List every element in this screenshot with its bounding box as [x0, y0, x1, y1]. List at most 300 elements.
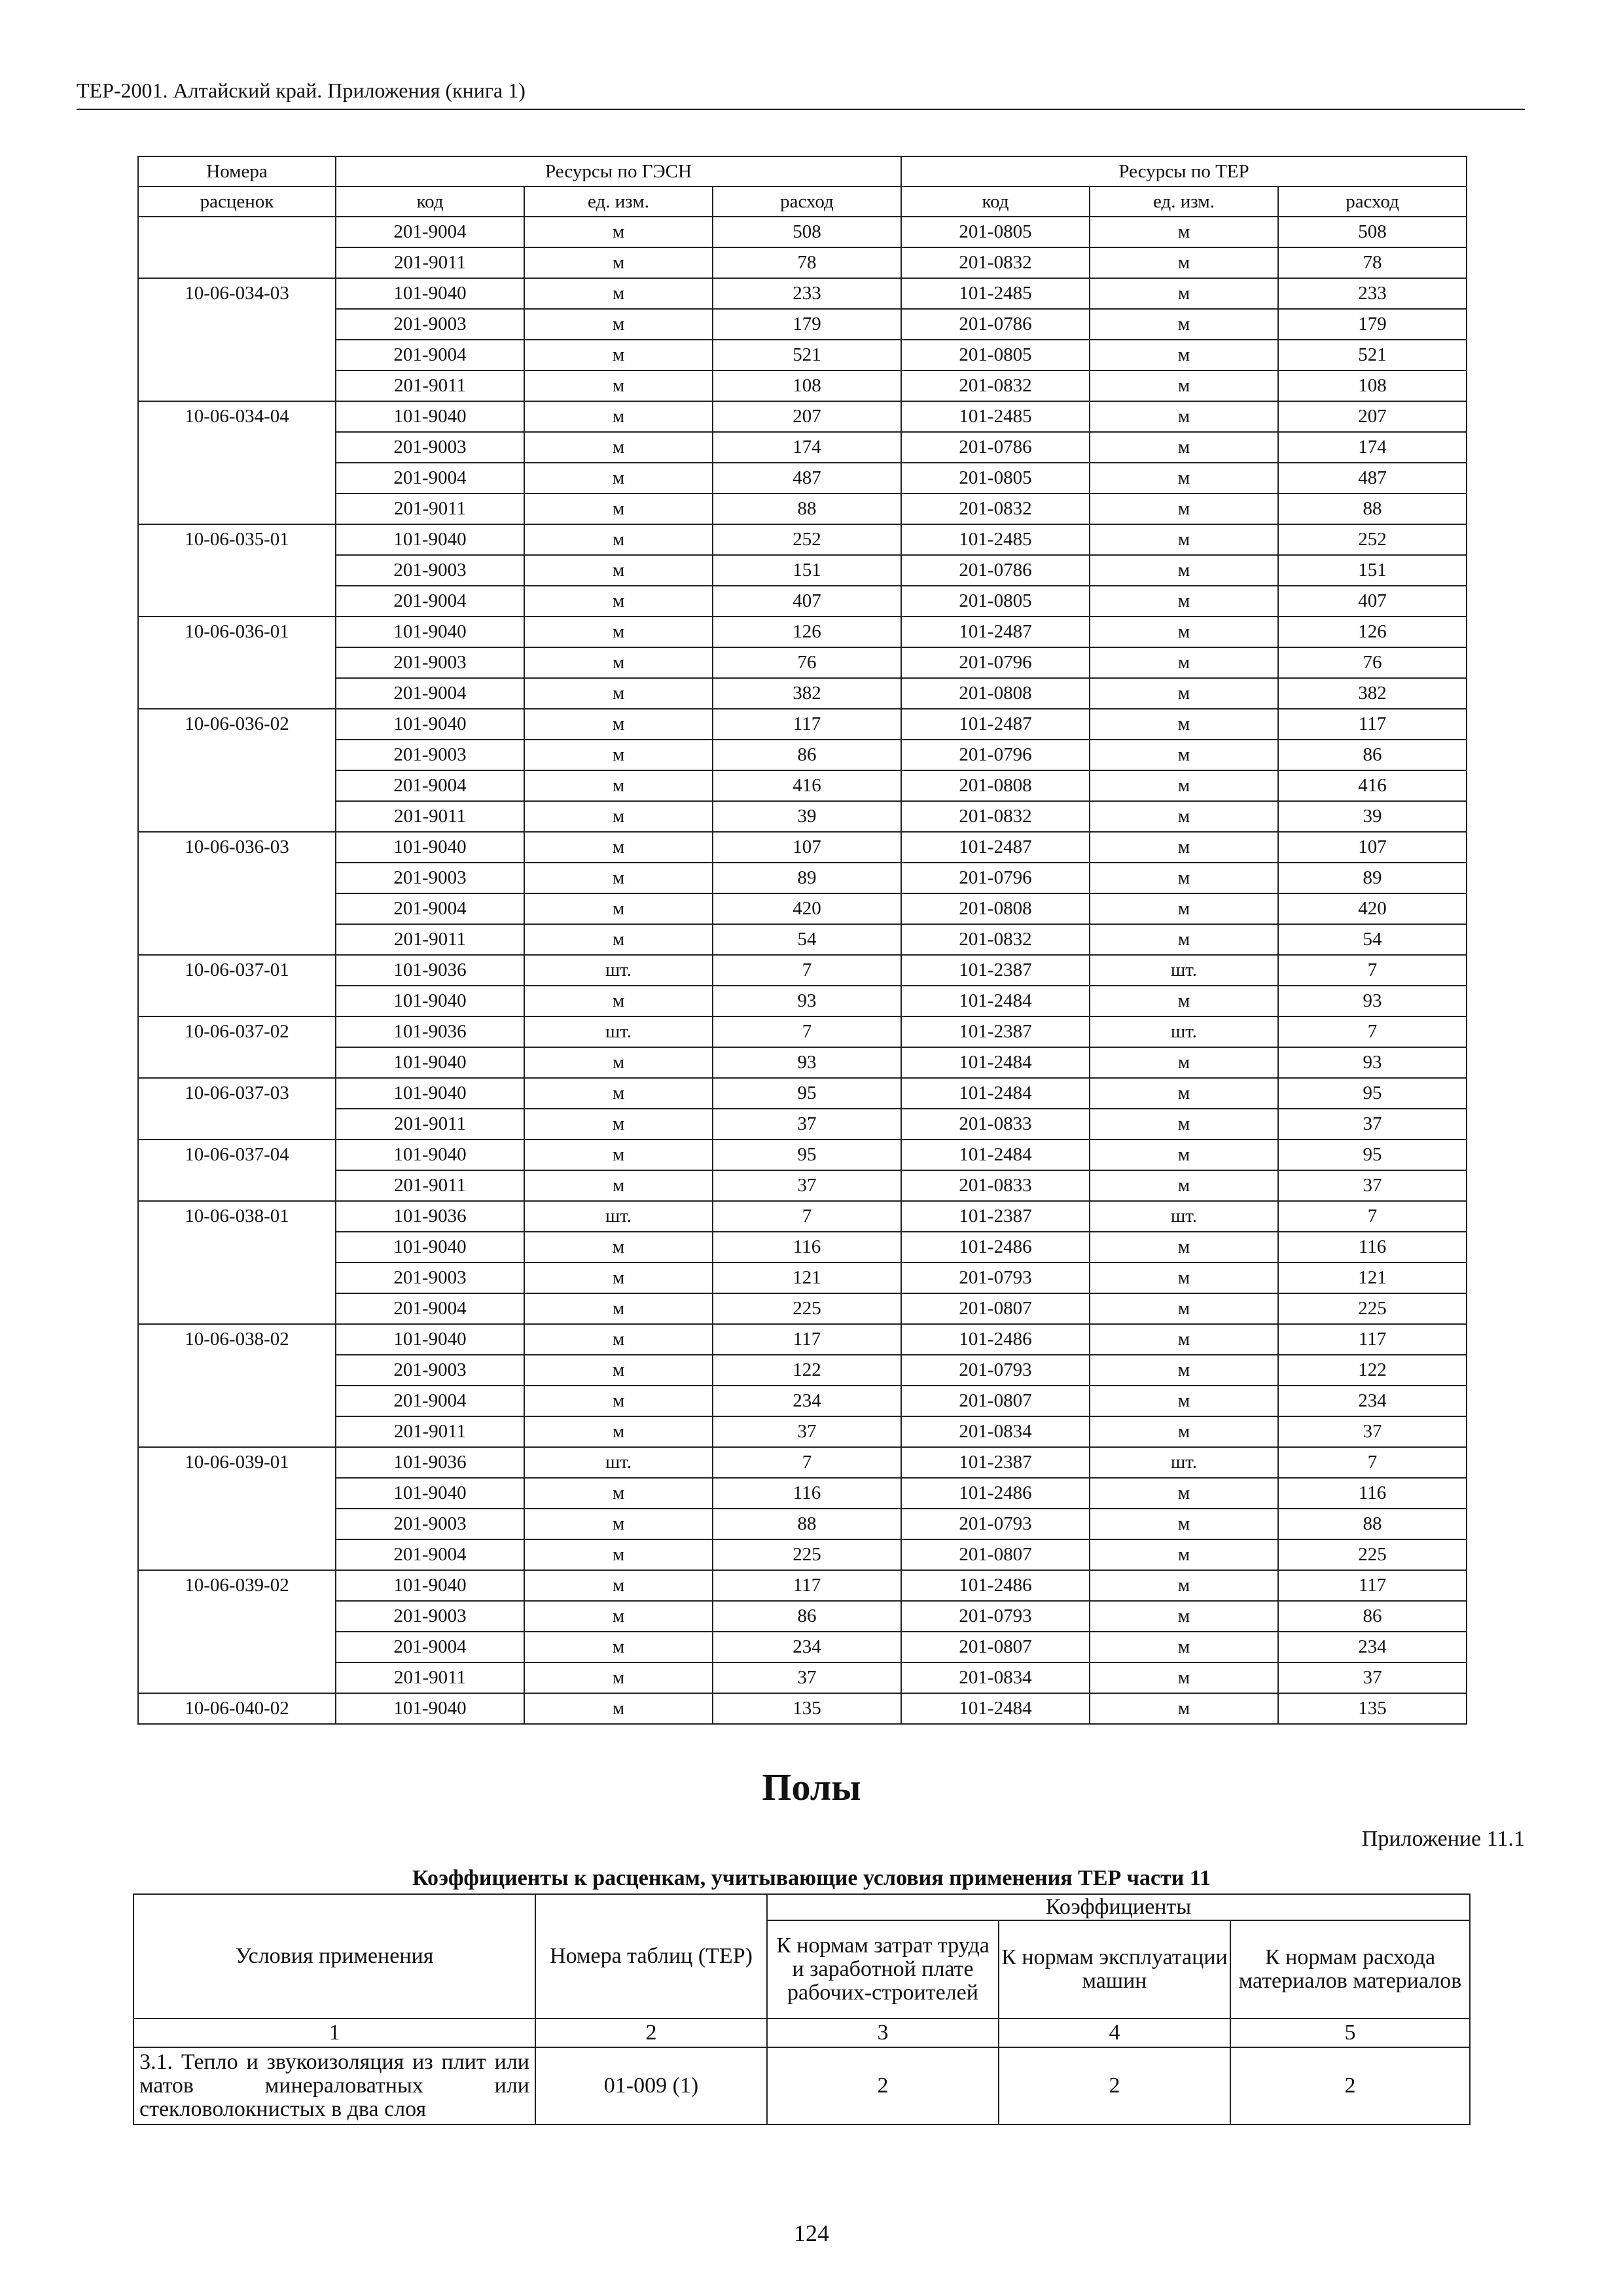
gesn-code-cell: 101-9040: [336, 1078, 524, 1109]
ter-code-cell: 201-0805: [901, 217, 1090, 247]
gesn-code-cell: 101-9040: [336, 1693, 524, 1724]
ter-unit-cell: м: [1090, 986, 1278, 1016]
ter-unit-header: ед. изм.: [1090, 187, 1278, 217]
ter-unit-cell: м: [1090, 1539, 1278, 1570]
table-row: [138, 1386, 1467, 1416]
ter-amount-cell: 39: [1278, 801, 1467, 832]
table-row: [138, 401, 1467, 432]
ter-code-cell: 201-0807: [901, 1293, 1090, 1324]
ter-code-cell: 201-0832: [901, 924, 1090, 955]
ter-amount-cell: 76: [1278, 647, 1467, 678]
ter-unit-cell: м: [1090, 832, 1278, 863]
gesn-amount-cell: 233: [713, 278, 901, 309]
ter-amount-cell: 37: [1278, 1170, 1467, 1201]
ter-unit-cell: м: [1090, 1109, 1278, 1139]
gesn-unit-cell: м: [524, 770, 713, 801]
gesn-amount-cell: 76: [713, 647, 901, 678]
ter-amount-cell: 93: [1278, 1047, 1467, 1078]
ter-code-cell: 201-0786: [901, 555, 1090, 586]
ter-unit-cell: м: [1090, 493, 1278, 524]
gesn-unit-cell: м: [524, 617, 713, 647]
rate-number-cell: 10-06-034-04: [138, 401, 336, 524]
ter-unit-cell: м: [1090, 647, 1278, 678]
ter-amount-cell: 37: [1278, 1416, 1467, 1447]
ter-unit-cell: шт.: [1090, 955, 1278, 986]
ter-code-cell: 201-0834: [901, 1662, 1090, 1693]
gesn-unit-cell: м: [524, 493, 713, 524]
table-row: [138, 1509, 1467, 1539]
table-row: [138, 986, 1467, 1016]
ter-amount-cell: 95: [1278, 1139, 1467, 1170]
gesn-unit-cell: м: [524, 1416, 713, 1447]
ter-amount-cell: 89: [1278, 863, 1467, 893]
ter-unit-cell: м: [1090, 924, 1278, 955]
table-row: [138, 370, 1467, 401]
table-row: [138, 278, 1467, 309]
col-number-header-line2: расценок: [138, 187, 336, 217]
gesn-unit-header: ед. изм.: [524, 187, 713, 217]
table-row: [138, 432, 1467, 463]
table-row: [138, 586, 1467, 617]
gesn-unit-cell: шт.: [524, 1016, 713, 1047]
condition-cell: 3.1. Тепло и звукоизоляция из плит или матов минераловатных или стекловолокнистых в два слоя: [134, 2047, 535, 2125]
table-row: [138, 1263, 1467, 1293]
resource-table: [137, 156, 1467, 1725]
ter-code-cell: 101-2484: [901, 1693, 1090, 1724]
gesn-code-cell: 201-9004: [336, 893, 524, 924]
gesn-amount-cell: 89: [713, 863, 901, 893]
ter-code-cell: 201-0805: [901, 340, 1090, 370]
gesn-unit-cell: м: [524, 678, 713, 709]
gesn-amount-cell: 508: [713, 217, 901, 247]
table-row: [138, 770, 1467, 801]
table-row: [138, 740, 1467, 770]
ter-unit-cell: м: [1090, 217, 1278, 247]
ter-unit-cell: м: [1090, 863, 1278, 893]
ter-code-cell: 201-0793: [901, 1263, 1090, 1293]
gesn-code-cell: 201-9003: [336, 432, 524, 463]
gesn-amount-cell: 420: [713, 893, 901, 924]
ter-code-cell: 201-0796: [901, 647, 1090, 678]
gesn-code-cell: 201-9004: [336, 678, 524, 709]
ter-code-cell: 201-0796: [901, 863, 1090, 893]
coefficients-table: [133, 1893, 1471, 2125]
ter-amount-cell: 116: [1278, 1478, 1467, 1509]
table-row: [138, 1570, 1467, 1601]
ter-amount-cell: 207: [1278, 401, 1467, 432]
ter-code-cell: 101-2484: [901, 1047, 1090, 1078]
gesn-amount-cell: 37: [713, 1170, 901, 1201]
gesn-amount-cell: 95: [713, 1139, 901, 1170]
gesn-code-cell: 101-9040: [336, 1232, 524, 1263]
table-row: [138, 1355, 1467, 1386]
ter-unit-cell: шт.: [1090, 1447, 1278, 1478]
gesn-unit-cell: м: [524, 524, 713, 555]
machines-coef-cell: 2: [999, 2047, 1230, 2125]
gesn-unit-cell: шт.: [524, 1447, 713, 1478]
ter-amount-cell: 121: [1278, 1263, 1467, 1293]
ter-code-cell: 201-0793: [901, 1355, 1090, 1386]
gesn-code-cell: 201-9003: [336, 647, 524, 678]
gesn-unit-cell: м: [524, 1601, 713, 1632]
ter-code-cell: 201-0805: [901, 586, 1090, 617]
table-row: [138, 247, 1467, 278]
ter-amount-cell: 54: [1278, 924, 1467, 955]
gesn-amount-cell: 88: [713, 493, 901, 524]
ter-unit-cell: м: [1090, 678, 1278, 709]
gesn-code-cell: 201-9003: [336, 555, 524, 586]
ter-code-cell: 201-0807: [901, 1539, 1090, 1570]
ter-amount-cell: 487: [1278, 463, 1467, 493]
rate-number-cell: 10-06-037-03: [138, 1078, 336, 1139]
gesn-code-cell: 201-9011: [336, 1416, 524, 1447]
ter-code-cell: 201-0834: [901, 1416, 1090, 1447]
gesn-code-cell: 201-9011: [336, 1170, 524, 1201]
table-row: [138, 524, 1467, 555]
tables-header: Номера таблиц (ТЕР): [535, 1894, 767, 2018]
ter-unit-cell: м: [1090, 247, 1278, 278]
ter-amount-header: расход: [1278, 187, 1467, 217]
ter-unit-cell: м: [1090, 1232, 1278, 1263]
ter-code-cell: 101-2387: [901, 1447, 1090, 1478]
gesn-code-cell: 201-9004: [336, 1632, 524, 1662]
table-row: [138, 1109, 1467, 1139]
ter-code-cell: 101-2486: [901, 1570, 1090, 1601]
gesn-code-cell: 201-9011: [336, 247, 524, 278]
gesn-unit-cell: м: [524, 1109, 713, 1139]
ter-code-cell: 101-2387: [901, 1201, 1090, 1232]
materials-coef-cell: 2: [1230, 2047, 1470, 2125]
gesn-code-cell: 201-9011: [336, 801, 524, 832]
ter-unit-cell: м: [1090, 340, 1278, 370]
gesn-amount-cell: 382: [713, 678, 901, 709]
rate-number-cell: 10-06-035-01: [138, 524, 336, 617]
gesn-unit-cell: м: [524, 832, 713, 863]
column-number: 3: [767, 2018, 999, 2047]
ter-amount-cell: 37: [1278, 1662, 1467, 1693]
table-row: [138, 924, 1467, 955]
ter-unit-cell: м: [1090, 1078, 1278, 1109]
table-row: [138, 340, 1467, 370]
ter-code-cell: 101-2484: [901, 1139, 1090, 1170]
gesn-amount-cell: 234: [713, 1386, 901, 1416]
ter-amount-cell: 78: [1278, 247, 1467, 278]
gesn-code-cell: 201-9004: [336, 1293, 524, 1324]
column-number: 1: [134, 2018, 535, 2047]
gesn-amount-cell: 521: [713, 340, 901, 370]
table-row: [138, 1016, 1467, 1047]
table-row: [138, 1047, 1467, 1078]
ter-code-cell: 201-0832: [901, 370, 1090, 401]
table-row: [138, 1539, 1467, 1570]
ter-unit-cell: шт.: [1090, 1201, 1278, 1232]
rate-number-cell: 10-06-034-03: [138, 278, 336, 401]
gesn-code-cell: 101-9036: [336, 1201, 524, 1232]
column-number: 5: [1230, 2018, 1470, 2047]
ter-code-cell: 101-2387: [901, 955, 1090, 986]
ter-amount-cell: 86: [1278, 740, 1467, 770]
gesn-amount-cell: 117: [713, 1324, 901, 1355]
gesn-amount-cell: 39: [713, 801, 901, 832]
gesn-amount-cell: 7: [713, 955, 901, 986]
labor-coef-cell: 2: [767, 2047, 999, 2125]
ter-code-cell: 201-0832: [901, 247, 1090, 278]
ter-unit-cell: м: [1090, 1632, 1278, 1662]
gesn-unit-cell: м: [524, 432, 713, 463]
ter-amount-cell: 117: [1278, 1570, 1467, 1601]
gesn-code-cell: 201-9011: [336, 370, 524, 401]
ter-unit-cell: м: [1090, 1693, 1278, 1724]
ter-code-cell: 201-0808: [901, 678, 1090, 709]
ter-code-cell: 101-2387: [901, 1016, 1090, 1047]
ter-unit-cell: м: [1090, 586, 1278, 617]
ter-unit-cell: м: [1090, 1170, 1278, 1201]
gesn-amount-cell: 116: [713, 1478, 901, 1509]
table-row: [138, 1293, 1467, 1324]
gesn-amount-cell: 7: [713, 1016, 901, 1047]
gesn-amount-cell: 116: [713, 1232, 901, 1263]
ter-code-cell: 201-0793: [901, 1601, 1090, 1632]
ter-code-cell: 201-0833: [901, 1109, 1090, 1139]
table-row: [138, 1078, 1467, 1109]
gesn-unit-cell: шт.: [524, 955, 713, 986]
ter-unit-cell: м: [1090, 1355, 1278, 1386]
ter-code-cell: 201-0805: [901, 463, 1090, 493]
gesn-code-cell: 101-9036: [336, 955, 524, 986]
table-row: [138, 955, 1467, 986]
gesn-code-cell: 201-9004: [336, 1386, 524, 1416]
group-gesn-header: Ресурсы по ГЭСН: [336, 156, 901, 187]
gesn-amount-cell: 151: [713, 555, 901, 586]
rate-number-cell: 10-06-036-03: [138, 832, 336, 955]
rate-number-cell: 10-06-036-01: [138, 617, 336, 709]
ter-amount-cell: 7: [1278, 1201, 1467, 1232]
ter-amount-cell: 117: [1278, 1324, 1467, 1355]
gesn-code-cell: 101-9040: [336, 986, 524, 1016]
machines-coef-header: К нормам эксплуатации машин: [999, 1920, 1230, 2018]
gesn-unit-cell: м: [524, 863, 713, 893]
table-row: [138, 217, 1467, 247]
table-row: [138, 1693, 1467, 1724]
ter-unit-cell: м: [1090, 432, 1278, 463]
ter-amount-cell: 252: [1278, 524, 1467, 555]
ter-unit-cell: м: [1090, 278, 1278, 309]
ter-code-cell: 101-2484: [901, 1078, 1090, 1109]
gesn-unit-cell: м: [524, 1324, 713, 1355]
ter-unit-cell: м: [1090, 1662, 1278, 1693]
gesn-code-cell: 201-9004: [336, 340, 524, 370]
ter-unit-cell: м: [1090, 740, 1278, 770]
table-row: [138, 493, 1467, 524]
col-number-header: Номера: [138, 156, 336, 187]
gesn-code-cell: 101-9040: [336, 1139, 524, 1170]
ter-code-cell: 101-2485: [901, 278, 1090, 309]
ter-amount-cell: 135: [1278, 1693, 1467, 1724]
gesn-amount-cell: 107: [713, 832, 901, 863]
resource-table-body: [138, 217, 1467, 1724]
table-row: [138, 801, 1467, 832]
gesn-unit-cell: м: [524, 1693, 713, 1724]
materials-coef-header: К нормам расхода материалов материалов: [1230, 1920, 1470, 2018]
gesn-code-cell: 201-9004: [336, 586, 524, 617]
gesn-unit-cell: м: [524, 1170, 713, 1201]
gesn-amount-cell: 225: [713, 1293, 901, 1324]
gesn-amount-cell: 135: [713, 1693, 901, 1724]
ter-amount-cell: 117: [1278, 709, 1467, 740]
rate-number-cell: [138, 217, 336, 278]
ter-amount-cell: 7: [1278, 1447, 1467, 1478]
labor-coef-header: К нормам затрат труда и заработной плате рабочих-строителей: [767, 1920, 999, 2018]
gesn-unit-cell: м: [524, 1662, 713, 1693]
gesn-code-cell: 101-9040: [336, 1324, 524, 1355]
ter-unit-cell: м: [1090, 801, 1278, 832]
gesn-amount-cell: 122: [713, 1355, 901, 1386]
gesn-code-cell: 201-9003: [336, 1509, 524, 1539]
appendix-label: Приложение 11.1: [1361, 1827, 1525, 1851]
ter-amount-cell: 93: [1278, 986, 1467, 1016]
gesn-amount-cell: 54: [713, 924, 901, 955]
ter-amount-cell: 88: [1278, 493, 1467, 524]
ter-amount-cell: 508: [1278, 217, 1467, 247]
table-row: [138, 1170, 1467, 1201]
rate-number-cell: 10-06-038-02: [138, 1324, 336, 1447]
gesn-code-cell: 201-9004: [336, 217, 524, 247]
ter-unit-cell: м: [1090, 1478, 1278, 1509]
table-row: [138, 1201, 1467, 1232]
gesn-amount-cell: 95: [713, 1078, 901, 1109]
ter-amount-cell: 7: [1278, 1016, 1467, 1047]
gesn-amount-cell: 93: [713, 1047, 901, 1078]
ter-unit-cell: м: [1090, 1601, 1278, 1632]
gesn-unit-cell: м: [524, 893, 713, 924]
tables-cell: 01-009 (1): [535, 2047, 767, 2125]
gesn-code-cell: 101-9040: [336, 832, 524, 863]
gesn-code-cell: 101-9040: [336, 1478, 524, 1509]
ter-amount-cell: 151: [1278, 555, 1467, 586]
gesn-code-cell: 201-9003: [336, 309, 524, 340]
coefficients-title: Коэффициенты к расценкам, учитывающие условия применения ТЕР части 11: [412, 1866, 1211, 1890]
table-row: [138, 617, 1467, 647]
ter-code-cell: 101-2487: [901, 832, 1090, 863]
table-row: [138, 832, 1467, 863]
rate-number-cell: 10-06-036-02: [138, 709, 336, 832]
ter-amount-cell: 86: [1278, 1601, 1467, 1632]
gesn-unit-cell: м: [524, 986, 713, 1016]
gesn-unit-cell: м: [524, 278, 713, 309]
gesn-amount-cell: 416: [713, 770, 901, 801]
ter-code-cell: 201-0807: [901, 1386, 1090, 1416]
gesn-amount-cell: 225: [713, 1539, 901, 1570]
ter-unit-cell: м: [1090, 1047, 1278, 1078]
gesn-amount-header: расход: [713, 187, 901, 217]
gesn-code-cell: 201-9004: [336, 1539, 524, 1570]
gesn-amount-cell: 121: [713, 1263, 901, 1293]
ter-unit-cell: м: [1090, 401, 1278, 432]
ter-code-cell: 201-0786: [901, 432, 1090, 463]
ter-amount-cell: 88: [1278, 1509, 1467, 1539]
gesn-code-cell: 201-9011: [336, 924, 524, 955]
gesn-code-cell: 201-9003: [336, 863, 524, 893]
coefficients-group-header: Коэффициенты: [767, 1894, 1470, 1920]
gesn-unit-cell: м: [524, 340, 713, 370]
ter-unit-cell: м: [1090, 770, 1278, 801]
ter-unit-cell: м: [1090, 555, 1278, 586]
ter-unit-cell: шт.: [1090, 1016, 1278, 1047]
gesn-amount-cell: 174: [713, 432, 901, 463]
table-row: [138, 1324, 1467, 1355]
ter-amount-cell: 7: [1278, 955, 1467, 986]
ter-unit-cell: м: [1090, 463, 1278, 493]
ter-unit-cell: м: [1090, 1570, 1278, 1601]
ter-code-cell: 101-2486: [901, 1324, 1090, 1355]
ter-code-cell: 201-0807: [901, 1632, 1090, 1662]
gesn-code-header: код: [336, 187, 524, 217]
gesn-code-cell: 101-9040: [336, 1570, 524, 1601]
gesn-unit-cell: м: [524, 924, 713, 955]
ter-amount-cell: 179: [1278, 309, 1467, 340]
ter-unit-cell: м: [1090, 370, 1278, 401]
gesn-code-cell: 101-9040: [336, 524, 524, 555]
ter-unit-cell: м: [1090, 524, 1278, 555]
table-row: [138, 1632, 1467, 1662]
gesn-code-cell: 201-9011: [336, 493, 524, 524]
gesn-amount-cell: 179: [713, 309, 901, 340]
gesn-unit-cell: м: [524, 555, 713, 586]
ter-amount-cell: 174: [1278, 432, 1467, 463]
gesn-amount-cell: 234: [713, 1632, 901, 1662]
ter-code-cell: 101-2485: [901, 401, 1090, 432]
ter-code-cell: 201-0833: [901, 1170, 1090, 1201]
ter-unit-cell: м: [1090, 709, 1278, 740]
ter-amount-cell: 225: [1278, 1539, 1467, 1570]
gesn-amount-cell: 407: [713, 586, 901, 617]
gesn-code-cell: 101-9040: [336, 1047, 524, 1078]
table-row: [138, 1447, 1467, 1478]
ter-unit-cell: м: [1090, 1293, 1278, 1324]
rate-number-cell: 10-06-037-01: [138, 955, 336, 1016]
ter-amount-cell: 108: [1278, 370, 1467, 401]
gesn-unit-cell: м: [524, 217, 713, 247]
gesn-amount-cell: 108: [713, 370, 901, 401]
page-number: 124: [794, 2220, 829, 2246]
table-row: [138, 1232, 1467, 1263]
gesn-amount-cell: 78: [713, 247, 901, 278]
ter-code-cell: 201-0808: [901, 770, 1090, 801]
gesn-code-cell: 101-9040: [336, 278, 524, 309]
rate-number-cell: 10-06-039-01: [138, 1447, 336, 1570]
gesn-unit-cell: шт.: [524, 1201, 713, 1232]
ter-amount-cell: 407: [1278, 586, 1467, 617]
gesn-unit-cell: м: [524, 247, 713, 278]
ter-amount-cell: 234: [1278, 1632, 1467, 1662]
gesn-code-cell: 201-9003: [336, 1601, 524, 1632]
ter-amount-cell: 95: [1278, 1078, 1467, 1109]
gesn-code-cell: 201-9004: [336, 770, 524, 801]
ter-amount-cell: 107: [1278, 832, 1467, 863]
section-title: Полы: [762, 1766, 861, 1808]
gesn-code-cell: 101-9040: [336, 401, 524, 432]
ter-code-cell: 101-2484: [901, 986, 1090, 1016]
gesn-unit-cell: м: [524, 1478, 713, 1509]
ter-code-header: код: [901, 187, 1090, 217]
column-number: 4: [999, 2018, 1230, 2047]
table-row: [138, 1416, 1467, 1447]
gesn-amount-cell: 7: [713, 1447, 901, 1478]
table-row: [138, 647, 1467, 678]
gesn-unit-cell: м: [524, 647, 713, 678]
ter-unit-cell: м: [1090, 1386, 1278, 1416]
gesn-amount-cell: 86: [713, 1601, 901, 1632]
